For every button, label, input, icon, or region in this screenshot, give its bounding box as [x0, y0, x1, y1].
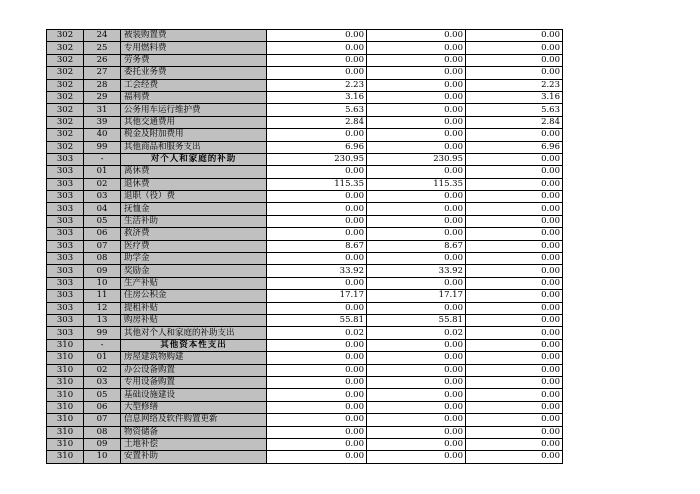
total-amount-cell: 0.00: [267, 42, 367, 54]
total-amount-cell: 0.00: [267, 352, 367, 364]
table-row: [47, 67, 563, 79]
total-amount-cell: 0.00: [267, 376, 367, 388]
project-expense-amount-cell: 0.00: [466, 42, 563, 54]
item-name-cell: 物资储备: [121, 426, 267, 438]
class-code-cell: 310: [47, 339, 84, 351]
table-row: [47, 364, 563, 376]
basic-expense-amount-cell: 0.00: [367, 54, 466, 66]
table-row: [47, 376, 563, 388]
project-expense-amount-cell: 0.00: [466, 339, 563, 351]
basic-expense-amount-cell: 0.00: [367, 451, 466, 463]
class-code-cell: 302: [47, 30, 84, 42]
project-expense-amount-cell: 5.63: [466, 104, 563, 116]
table-row: [47, 414, 563, 426]
total-amount-cell: 33.92: [267, 265, 367, 277]
item-code-cell: -: [84, 153, 121, 165]
table-row: [47, 327, 563, 339]
project-expense-amount-cell: 0.00: [466, 290, 563, 302]
table-row: [47, 290, 563, 302]
project-expense-amount-cell: 0.00: [466, 426, 563, 438]
class-code-cell: 310: [47, 438, 84, 450]
item-name-cell: 提租补贴: [121, 302, 267, 314]
total-amount-cell: 0.00: [267, 277, 367, 289]
item-name-cell: 退休费: [121, 178, 267, 190]
item-code-cell: 13: [84, 314, 121, 326]
project-expense-amount-cell: 2.23: [466, 79, 563, 91]
basic-expense-amount-cell: 0.00: [367, 401, 466, 413]
total-amount-cell: 3.16: [267, 91, 367, 103]
item-name-cell: 劳务费: [121, 54, 267, 66]
table-row: [47, 253, 563, 265]
item-name-cell: 退职（役）费: [121, 191, 267, 203]
basic-expense-amount-cell: 0.00: [367, 79, 466, 91]
basic-expense-amount-cell: 0.00: [367, 302, 466, 314]
project-expense-amount-cell: 0.00: [466, 327, 563, 339]
project-expense-amount-cell: 6.96: [466, 141, 563, 153]
class-code-cell: 310: [47, 352, 84, 364]
class-code-cell: 303: [47, 215, 84, 227]
item-name-cell: 税金及附加费用: [121, 129, 267, 141]
item-name-cell: 房屋建筑物购建: [121, 352, 267, 364]
item-code-cell: 04: [84, 203, 121, 215]
basic-expense-amount-cell: 17.17: [367, 290, 466, 302]
basic-expense-amount-cell: 0.00: [367, 215, 466, 227]
item-name-cell: 生活补助: [121, 215, 267, 227]
item-code-cell: 31: [84, 104, 121, 116]
basic-expense-amount-cell: 0.00: [367, 129, 466, 141]
basic-expense-amount-cell: 0.00: [367, 352, 466, 364]
table-row: [47, 104, 563, 116]
total-amount-cell: 0.00: [267, 30, 367, 42]
item-code-cell: 29: [84, 91, 121, 103]
total-amount-cell: 0.00: [267, 228, 367, 240]
class-code-cell: 302: [47, 141, 84, 153]
table-row: [47, 277, 563, 289]
class-code-cell: 310: [47, 364, 84, 376]
table-row: [47, 401, 563, 413]
total-amount-cell: 8.67: [267, 240, 367, 252]
total-amount-cell: 0.02: [267, 327, 367, 339]
class-code-cell: 310: [47, 426, 84, 438]
item-code-cell: 01: [84, 352, 121, 364]
item-name-cell: 其他对个人和家庭的补助支出: [121, 327, 267, 339]
item-name-cell: 救济费: [121, 228, 267, 240]
total-amount-cell: 0.00: [267, 426, 367, 438]
total-amount-cell: 0.00: [267, 129, 367, 141]
total-amount-cell: 0.00: [267, 414, 367, 426]
total-amount-cell: 0.00: [267, 191, 367, 203]
total-amount-cell: 2.23: [267, 79, 367, 91]
total-amount-cell: 115.35: [267, 178, 367, 190]
total-amount-cell: 0.00: [267, 54, 367, 66]
total-amount-cell: 0.00: [267, 203, 367, 215]
class-code-cell: 303: [47, 191, 84, 203]
basic-expense-amount-cell: 0.00: [367, 438, 466, 450]
item-name-cell: 大型修缮: [121, 401, 267, 413]
class-code-cell: 303: [47, 166, 84, 178]
item-name-cell: 对个人和家庭的补助: [121, 153, 267, 165]
basic-expense-amount-cell: 0.00: [367, 166, 466, 178]
class-code-cell: 302: [47, 129, 84, 141]
basic-expense-amount-cell: 0.00: [367, 277, 466, 289]
class-code-cell: 303: [47, 153, 84, 165]
table-row: [47, 129, 563, 141]
item-code-cell: 02: [84, 178, 121, 190]
item-name-cell: 住房公积金: [121, 290, 267, 302]
item-name-cell: 其他资本性支出: [121, 339, 267, 351]
total-amount-cell: 0.00: [267, 438, 367, 450]
class-code-cell: 310: [47, 376, 84, 388]
project-expense-amount-cell: 0.00: [466, 203, 563, 215]
table-category-row: [47, 339, 563, 351]
project-expense-amount-cell: 3.16: [466, 91, 563, 103]
project-expense-amount-cell: 0.00: [466, 240, 563, 252]
item-code-cell: 07: [84, 240, 121, 252]
basic-expense-amount-cell: 0.00: [367, 389, 466, 401]
project-expense-amount-cell: 2.84: [466, 116, 563, 128]
class-code-cell: 310: [47, 414, 84, 426]
class-code-cell: 303: [47, 178, 84, 190]
class-code-cell: 302: [47, 91, 84, 103]
item-code-cell: -: [84, 339, 121, 351]
item-code-cell: 05: [84, 215, 121, 227]
table-row: [47, 438, 563, 450]
item-name-cell: 医疗费: [121, 240, 267, 252]
class-code-cell: 310: [47, 389, 84, 401]
class-code-cell: 302: [47, 67, 84, 79]
class-code-cell: 303: [47, 302, 84, 314]
project-expense-amount-cell: 0.00: [466, 352, 563, 364]
total-amount-cell: 6.96: [267, 141, 367, 153]
total-amount-cell: 17.17: [267, 290, 367, 302]
project-expense-amount-cell: 0.00: [466, 166, 563, 178]
class-code-cell: 303: [47, 240, 84, 252]
item-name-cell: 生产补贴: [121, 277, 267, 289]
basic-expense-amount-cell: 0.00: [367, 191, 466, 203]
item-name-cell: 公务用车运行维护费: [121, 104, 267, 116]
project-expense-amount-cell: 0.00: [466, 376, 563, 388]
total-amount-cell: 0.00: [267, 451, 367, 463]
item-name-cell: 其他交通费用: [121, 116, 267, 128]
item-code-cell: 03: [84, 376, 121, 388]
table-row: [47, 228, 563, 240]
item-name-cell: 工会经费: [121, 79, 267, 91]
basic-expense-amount-cell: 0.00: [367, 203, 466, 215]
item-code-cell: 09: [84, 438, 121, 450]
class-code-cell: 303: [47, 265, 84, 277]
table-row: [47, 79, 563, 91]
table-row: [47, 178, 563, 190]
item-code-cell: 27: [84, 67, 121, 79]
table-row: [47, 191, 563, 203]
table-row: [47, 215, 563, 227]
class-code-cell: 303: [47, 314, 84, 326]
item-code-cell: 07: [84, 414, 121, 426]
project-expense-amount-cell: 0.00: [466, 215, 563, 227]
item-name-cell: 离休费: [121, 166, 267, 178]
class-code-cell: 303: [47, 327, 84, 339]
project-expense-amount-cell: 0.00: [466, 364, 563, 376]
expenditure-table: [46, 29, 563, 464]
table-row: [47, 302, 563, 314]
item-code-cell: 09: [84, 265, 121, 277]
table-row: [47, 116, 563, 128]
class-code-cell: 310: [47, 451, 84, 463]
class-code-cell: 302: [47, 79, 84, 91]
table-row: [47, 352, 563, 364]
basic-expense-amount-cell: 115.35: [367, 178, 466, 190]
total-amount-cell: 0.00: [267, 302, 367, 314]
item-name-cell: 福利费: [121, 91, 267, 103]
item-code-cell: 28: [84, 79, 121, 91]
table-row: [47, 91, 563, 103]
project-expense-amount-cell: 0.00: [466, 414, 563, 426]
class-code-cell: 303: [47, 253, 84, 265]
table-body: [47, 30, 563, 464]
basic-expense-amount-cell: 0.00: [367, 414, 466, 426]
item-name-cell: 委托业务费: [121, 67, 267, 79]
table-category-row: [47, 153, 563, 165]
project-expense-amount-cell: 0.00: [466, 277, 563, 289]
basic-expense-amount-cell: 0.00: [367, 141, 466, 153]
total-amount-cell: 55.81: [267, 314, 367, 326]
project-expense-amount-cell: 0.00: [466, 153, 563, 165]
table-row: [47, 54, 563, 66]
project-expense-amount-cell: 0.00: [466, 253, 563, 265]
table-row: [47, 42, 563, 54]
basic-expense-amount-cell: 0.00: [367, 376, 466, 388]
basic-expense-amount-cell: 0.02: [367, 327, 466, 339]
item-code-cell: 08: [84, 426, 121, 438]
total-amount-cell: 2.84: [267, 116, 367, 128]
item-name-cell: 购房补贴: [121, 314, 267, 326]
project-expense-amount-cell: 0.00: [466, 191, 563, 203]
item-code-cell: 02: [84, 364, 121, 376]
item-code-cell: 05: [84, 389, 121, 401]
class-code-cell: 303: [47, 277, 84, 289]
table-row: [47, 166, 563, 178]
class-code-cell: 302: [47, 42, 84, 54]
project-expense-amount-cell: 0.00: [466, 389, 563, 401]
project-expense-amount-cell: 0.00: [466, 178, 563, 190]
project-expense-amount-cell: 0.00: [466, 302, 563, 314]
project-expense-amount-cell: 0.00: [466, 54, 563, 66]
total-amount-cell: 0.00: [267, 253, 367, 265]
basic-expense-amount-cell: 0.00: [367, 426, 466, 438]
project-expense-amount-cell: 0.00: [466, 265, 563, 277]
table-row: [47, 30, 563, 42]
item-code-cell: 24: [84, 30, 121, 42]
basic-expense-amount-cell: 230.95: [367, 153, 466, 165]
total-amount-cell: 0.00: [267, 215, 367, 227]
item-name-cell: 被装购置费: [121, 30, 267, 42]
class-code-cell: 303: [47, 228, 84, 240]
table-row: [47, 141, 563, 153]
class-code-cell: 310: [47, 401, 84, 413]
item-name-cell: 专用燃料费: [121, 42, 267, 54]
item-code-cell: 01: [84, 166, 121, 178]
item-name-cell: 安置补助: [121, 451, 267, 463]
basic-expense-amount-cell: 55.81: [367, 314, 466, 326]
item-code-cell: 11: [84, 290, 121, 302]
item-code-cell: 10: [84, 277, 121, 289]
item-code-cell: 10: [84, 451, 121, 463]
item-name-cell: 专用设备购置: [121, 376, 267, 388]
basic-expense-amount-cell: 0.00: [367, 30, 466, 42]
total-amount-cell: 0.00: [267, 389, 367, 401]
project-expense-amount-cell: 0.00: [466, 30, 563, 42]
item-code-cell: 03: [84, 191, 121, 203]
table-row: [47, 265, 563, 277]
basic-expense-amount-cell: 0.00: [367, 42, 466, 54]
item-name-cell: 奖励金: [121, 265, 267, 277]
basic-expense-amount-cell: 0.00: [367, 228, 466, 240]
basic-expense-amount-cell: 0.00: [367, 104, 466, 116]
item-code-cell: 06: [84, 228, 121, 240]
basic-expense-amount-cell: 8.67: [367, 240, 466, 252]
basic-expense-amount-cell: 33.92: [367, 265, 466, 277]
basic-expense-amount-cell: 0.00: [367, 67, 466, 79]
total-amount-cell: 5.63: [267, 104, 367, 116]
project-expense-amount-cell: 0.00: [466, 67, 563, 79]
project-expense-amount-cell: 0.00: [466, 438, 563, 450]
item-name-cell: 办公设备购置: [121, 364, 267, 376]
item-code-cell: 06: [84, 401, 121, 413]
basic-expense-amount-cell: 0.00: [367, 364, 466, 376]
item-code-cell: 40: [84, 129, 121, 141]
item-code-cell: 08: [84, 253, 121, 265]
item-name-cell: 信息网络及软件购置更新: [121, 414, 267, 426]
expenditure-table-sheet: [46, 29, 563, 464]
total-amount-cell: 0.00: [267, 67, 367, 79]
item-code-cell: 39: [84, 116, 121, 128]
total-amount-cell: 0.00: [267, 364, 367, 376]
table-row: [47, 451, 563, 463]
item-code-cell: 99: [84, 141, 121, 153]
table-row: [47, 426, 563, 438]
item-code-cell: 26: [84, 54, 121, 66]
total-amount-cell: 0.00: [267, 166, 367, 178]
item-code-cell: 25: [84, 42, 121, 54]
item-code-cell: 99: [84, 327, 121, 339]
item-name-cell: 助学金: [121, 253, 267, 265]
project-expense-amount-cell: 0.00: [466, 228, 563, 240]
total-amount-cell: 0.00: [267, 401, 367, 413]
basic-expense-amount-cell: 0.00: [367, 339, 466, 351]
item-name-cell: 土地补偿: [121, 438, 267, 450]
class-code-cell: 303: [47, 290, 84, 302]
class-code-cell: 302: [47, 54, 84, 66]
item-code-cell: 12: [84, 302, 121, 314]
item-name-cell: 基础设施建设: [121, 389, 267, 401]
basic-expense-amount-cell: 0.00: [367, 116, 466, 128]
total-amount-cell: 230.95: [267, 153, 367, 165]
basic-expense-amount-cell: 0.00: [367, 253, 466, 265]
project-expense-amount-cell: 0.00: [466, 129, 563, 141]
item-name-cell: 抚恤金: [121, 203, 267, 215]
project-expense-amount-cell: 0.00: [466, 314, 563, 326]
table-row: [47, 203, 563, 215]
class-code-cell: 302: [47, 104, 84, 116]
table-row: [47, 314, 563, 326]
basic-expense-amount-cell: 0.00: [367, 91, 466, 103]
total-amount-cell: 0.00: [267, 339, 367, 351]
class-code-cell: 303: [47, 203, 84, 215]
project-expense-amount-cell: 0.00: [466, 401, 563, 413]
item-name-cell: 其他商品和服务支出: [121, 141, 267, 153]
table-row: [47, 240, 563, 252]
table-row: [47, 389, 563, 401]
project-expense-amount-cell: 0.00: [466, 451, 563, 463]
class-code-cell: 302: [47, 116, 84, 128]
